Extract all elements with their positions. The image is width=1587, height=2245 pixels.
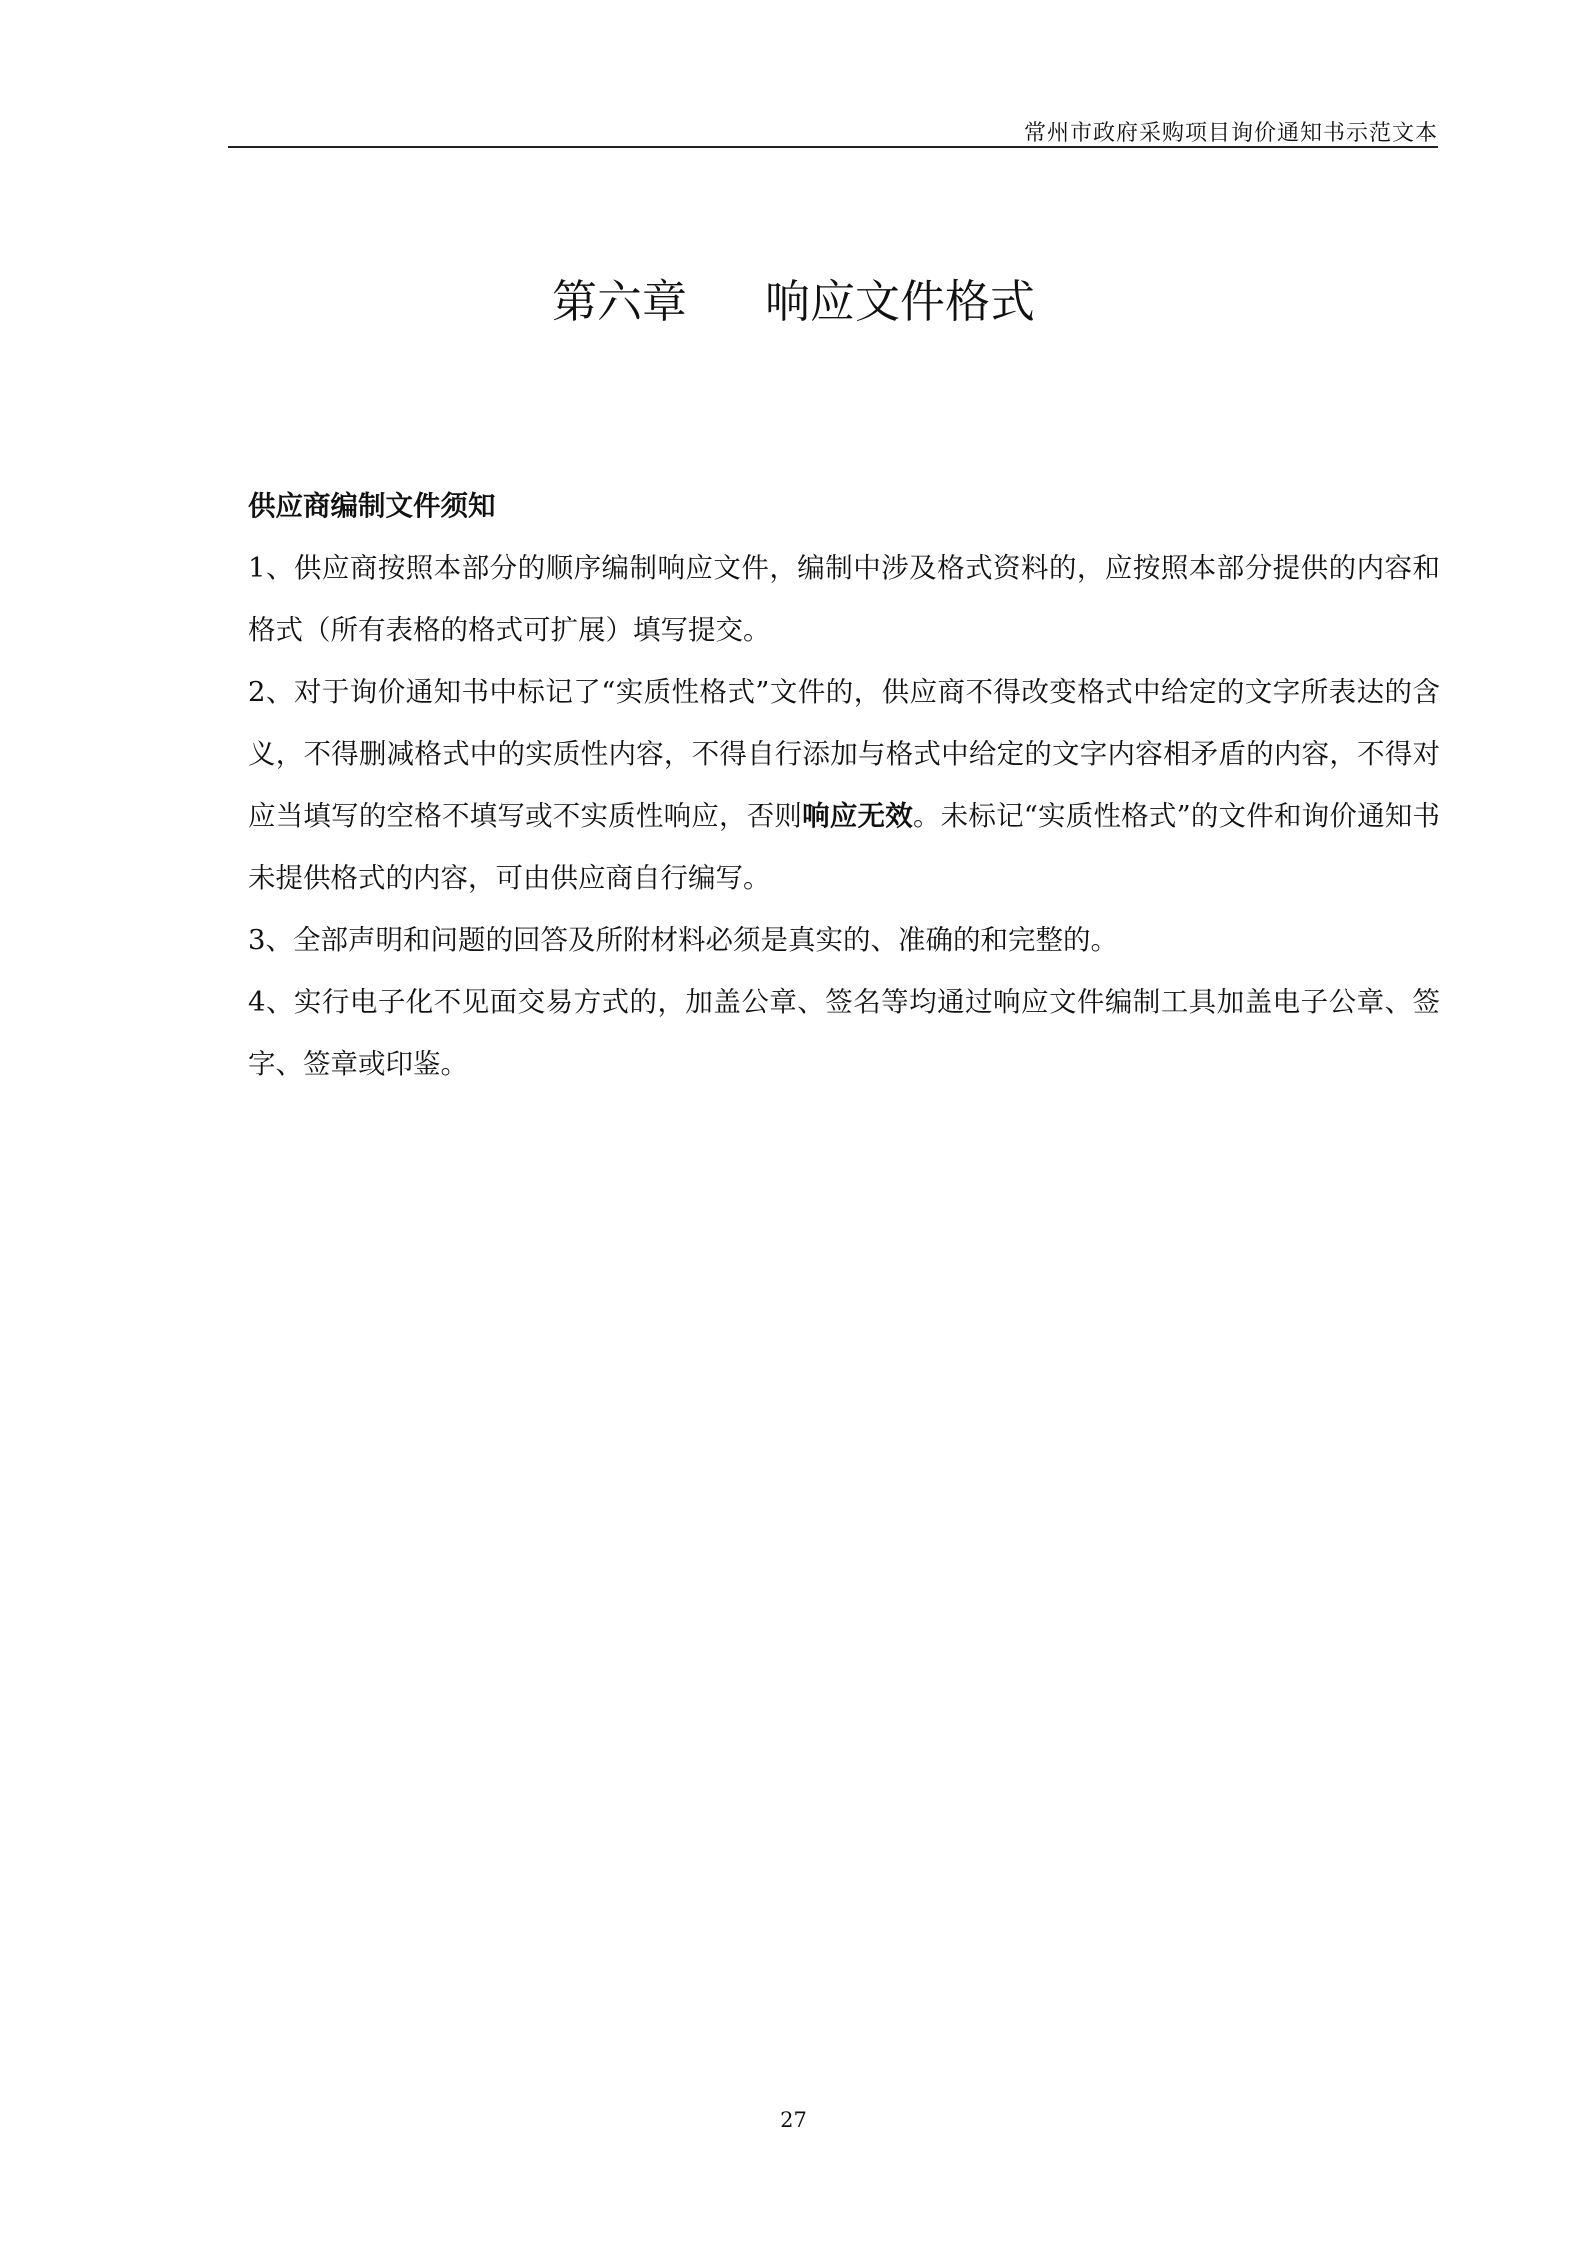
chapter-name: 响应文件格式 [765,275,1036,328]
chapter-number: 第六章 [551,275,687,328]
invalid-response-emphasis: 响应无效 [802,800,913,832]
page-number: 27 [780,2108,807,2132]
chapter-title [0,272,1587,332]
instruction-item-1: 1、供应商按照本部分的顺序编制响应文件，编制中涉及格式资料的，应按照本部分提供的内容和格式（所有表格的格式可扩展）填写提交。 [248,552,1440,646]
instruction-item-2-text: 2、对于询价通知书中标记了“实质性格式”文件的，供应商不得改变格式中给定的文字所表达的含义，不得删减格式中的实质性内容，不得自行添加与格式中给定的文字内容相矛盾的内容，不得对应当填写的空格不填写或不实质性响应，否则 [248,676,1440,832]
section-heading: 供应商编制文件须知 [248,490,496,522]
header-divider [228,146,1438,148]
instruction-item-2 [248,661,1440,909]
instruction-item-4: 4、实行电子化不见面交易方式的，加盖公章、签名等均通过响应文件编制工具加盖电子公章、签字、签章或印鉴。 [248,986,1440,1080]
document-body [248,475,1440,1095]
header-title: 常州市政府采购项目询价通知书示范文本 [1023,121,1438,146]
page-header [228,108,1438,148]
instruction-item-2-tail: 。未标记“实质性格式”的文件和询价通知书未提供格式的内容，可由供应商自行编写。 [248,800,1441,894]
instruction-item-3: 3、全部声明和问题的回答及所附材料必须是真实的、准确的和完整的。 [248,924,1118,956]
